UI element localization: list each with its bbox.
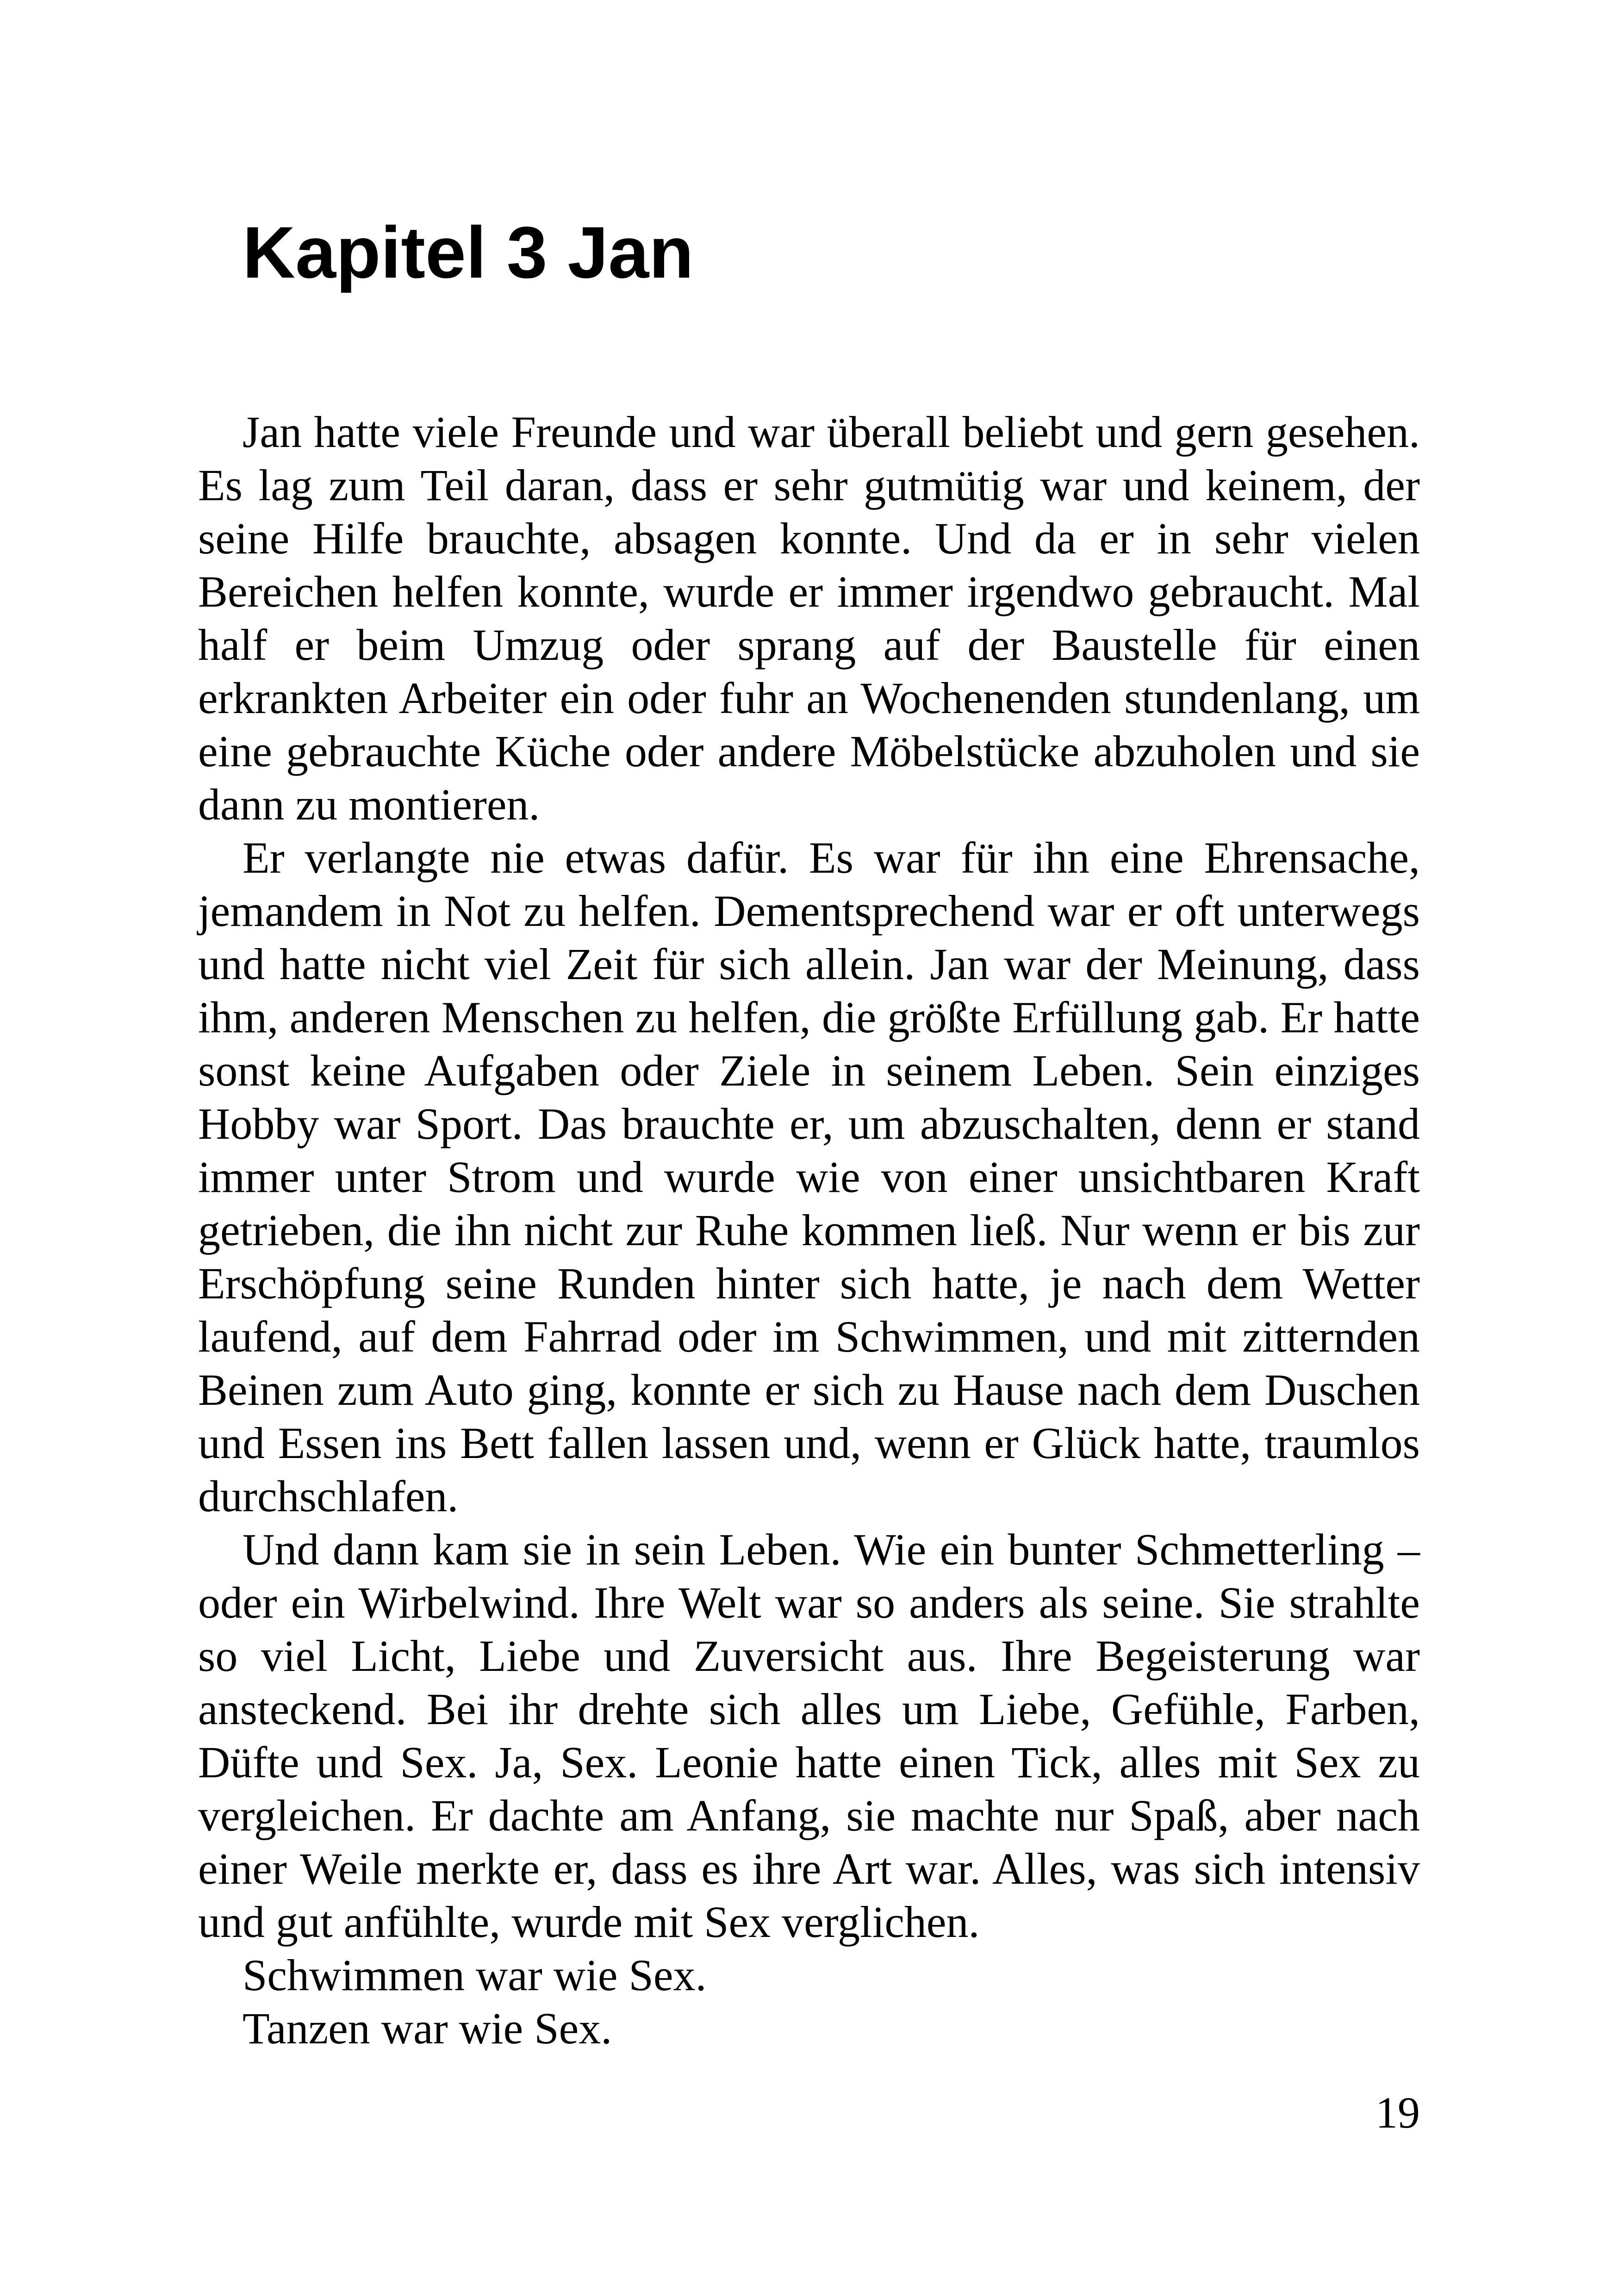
paragraph-5: Tanzen war wie Sex.: [243, 2004, 612, 2053]
chapter-body: [198, 405, 1420, 2055]
paragraph-1: Jan hatte viele Freunde und war überall beliebt und gern gesehen. Es lag zum Teil daran, dass er sehr gutmütig war und keinem, der seine Hilfe brauchte, absagen konnte. Und da er in sehr vielen Bereichen helfen konnte, wurde er immer irgendwo gebraucht. Mal half er beim Umzug oder sprang auf der Baustelle für einen erkrankten Arbeiter ein oder fuhr an Wochenenden stundenlang, um eine gebrauchte Küche oder andere Möbelstücke abzuholen und sie dann zu montieren.: [198, 407, 1420, 829]
paragraph-2: Er verlangte nie etwas dafür. Es war für ihn eine Ehrensache, jemandem in Not zu helfen. Dementsprechend war er oft unterwegs und hatte nicht viel Zeit für sich allein. Jan war der Meinung, dass ihm, anderen Menschen zu helfen, die größte Erfüllung gab. Er hatte sonst keine Aufgaben oder Ziele in seinem Leben. Sein einziges Hobby war Sport. Das brauchte er, um abzuschalten, denn er stand immer unter Strom und wurde wie von einer unsichtbaren Kraft getrieben, die ihn nicht zur Ruhe kommen ließ. Nur wenn er bis zur Erschöpfung seine Runden hinter sich hatte, je nach dem Wetter laufend, auf dem Fahrrad oder im Schwimmen, und mit zitternden Beinen zum Auto ging, konnte er sich zu Hause nach dem Duschen und Essen ins Bett fallen lassen und, wenn er Glück hatte, traumlos durchschlafen.: [198, 833, 1420, 1521]
paragraph-4: Schwimmen war wie Sex.: [243, 1950, 707, 2000]
chapter-title: Kapitel 3 Jan: [243, 212, 694, 293]
page-number: 19: [1375, 2088, 1420, 2137]
paragraph-3: Und dann kam sie in sein Leben. Wie ein bunter Schmetterling – oder ein Wirbelwind. Ihre Welt war so anders als seine. Sie strahlte so viel Licht, Liebe und Zuversicht aus. Ihre Begeisterung war ansteckend. Bei ihr drehte sich alles um Liebe, Gefühle, Farben, Düfte und Sex. Ja, Sex. Leonie hatte einen Tick, alles mit Sex zu vergleichen. Er dachte am Anfang, sie machte nur Spaß, aber nach einer Weile merkte er, dass es ihre Art war. Alles, was sich intensiv und gut anfühlte, wurde mit Sex verglichen.: [198, 1525, 1420, 1947]
